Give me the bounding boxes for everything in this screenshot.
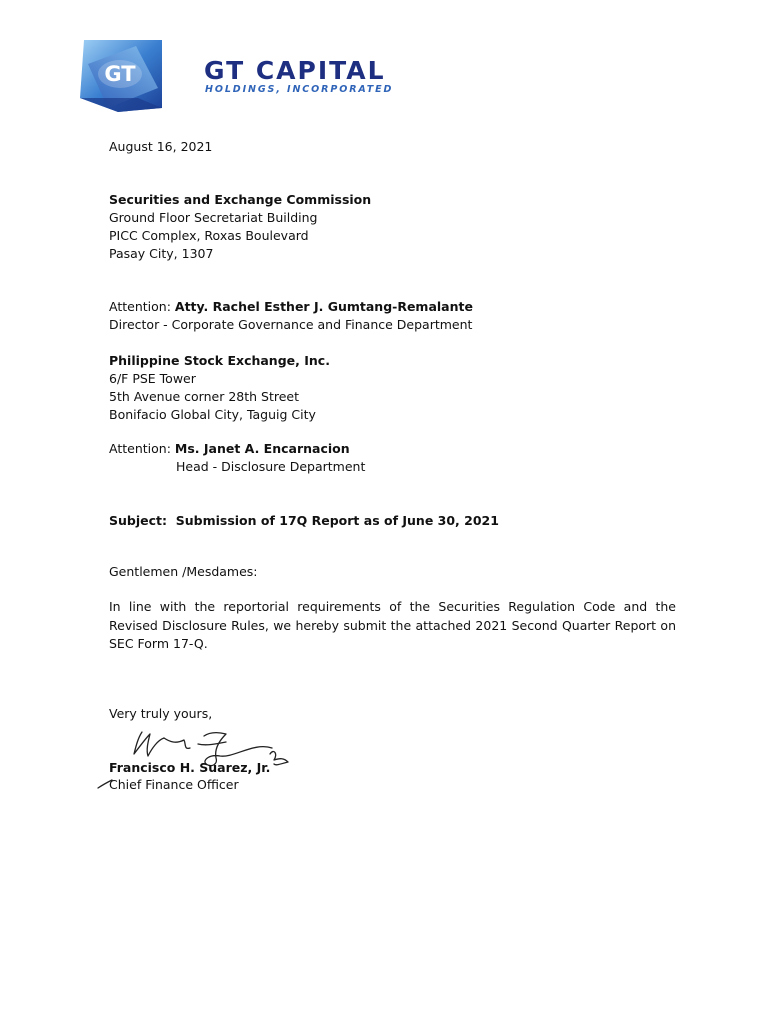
signatory-name: Francisco H. Suarez, Jr. — [109, 760, 271, 775]
attention-label: Attention: — [109, 441, 171, 456]
recipient2-attention — [109, 440, 350, 458]
company-logo — [78, 38, 166, 118]
company-name: GT CAPITAL — [204, 56, 386, 85]
body-paragraph: In line with the reportorial requirements of the Securities Regulation Code and the Revised Disclosure Rules, we hereby submit the attached 2021 Second Quarter Report on SEC Form 17-Q. — [109, 599, 676, 651]
recipient2-name: Philippine Stock Exchange, Inc. — [109, 353, 330, 368]
salutation: Gentlemen /Mesdames: — [109, 564, 258, 579]
company-name-block — [204, 58, 393, 96]
letter-date: August 16, 2021 — [109, 139, 213, 154]
signatory-title: Chief Finance Officer — [109, 777, 239, 792]
recipient1-attention — [109, 298, 473, 316]
recipient2-address-line: 5th Avenue corner 28th Street — [109, 389, 300, 404]
gt-logo-mark — [78, 38, 166, 114]
recipient2-attention-title: Head - Disclosure Department — [176, 459, 366, 474]
recipient1-address-line: Ground Floor Secretariat Building — [109, 210, 318, 225]
closing: Very truly yours, — [109, 706, 213, 721]
recipient2-address-line: 6/F PSE Tower — [109, 371, 196, 386]
subject-label: Subject: — [109, 513, 167, 528]
recipient1-name: Securities and Exchange Commission — [109, 192, 372, 207]
logo-initials: GT — [104, 62, 136, 86]
recipient1-address-line: Pasay City, 1307 — [109, 246, 214, 261]
subject-line — [109, 512, 499, 530]
attention-label: Attention: — [109, 299, 171, 314]
recipient1-attention-title: Director - Corporate Governance and Finance Department — [109, 317, 473, 332]
attention-name: Atty. Rachel Esther J. Gumtang-Remalante — [174, 299, 473, 314]
recipient1-address-line: PICC Complex, Roxas Boulevard — [109, 228, 309, 243]
company-subtitle: HOLDINGS, INCORPORATED — [205, 84, 394, 95]
subject-text: Submission of 17Q Report as of June 30, 2021 — [175, 513, 499, 528]
recipient2-address-line: Bonifacio Global City, Taguig City — [109, 407, 316, 422]
attention-name: Ms. Janet A. Encarnacion — [174, 441, 350, 456]
